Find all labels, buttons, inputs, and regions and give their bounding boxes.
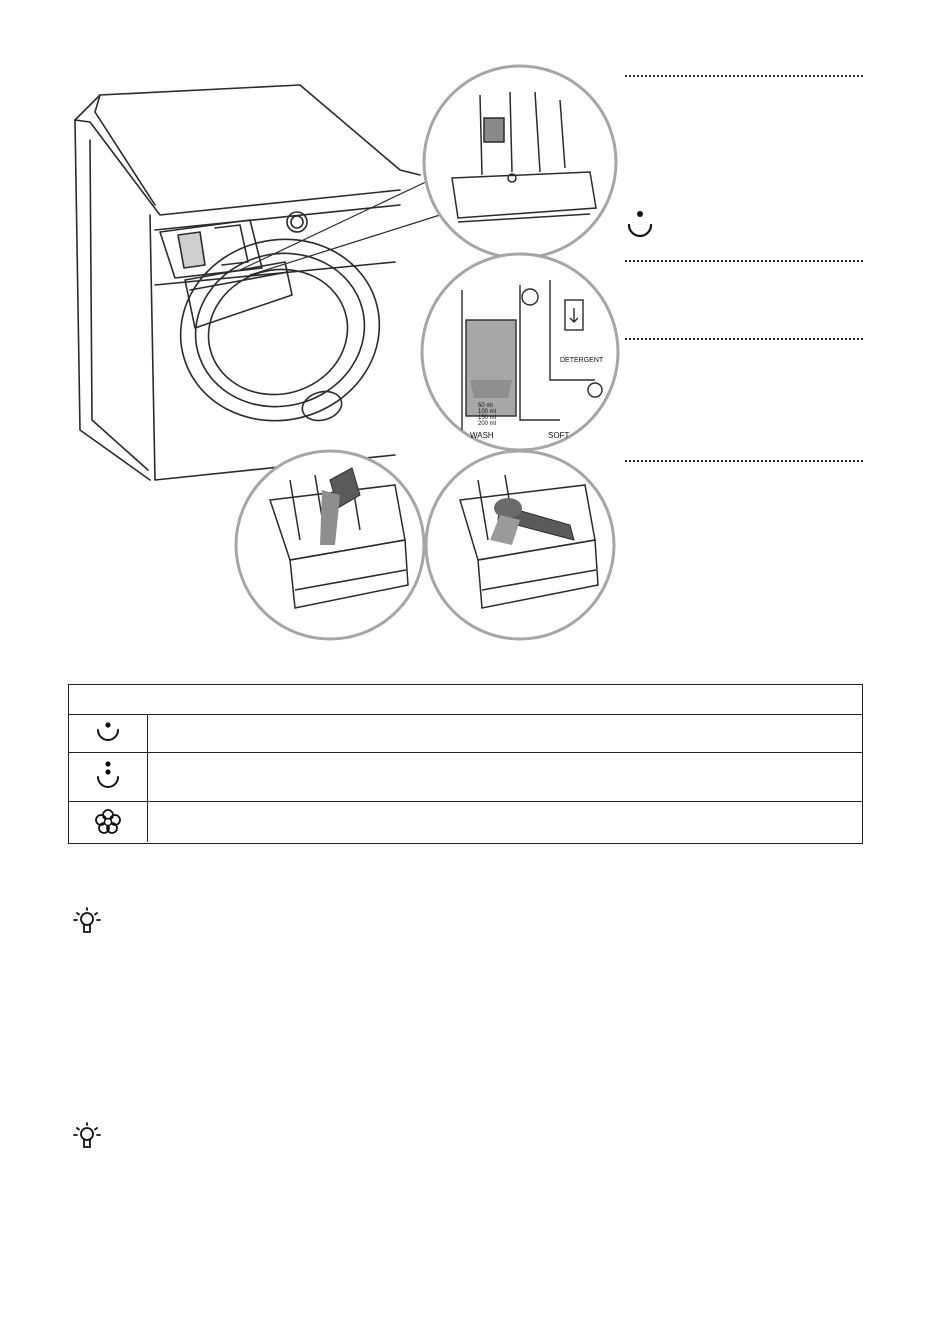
prewash-icon [622, 205, 658, 245]
prewash-icon [69, 753, 148, 801]
compartment-symbol-table [68, 684, 863, 844]
divider-dotted [625, 260, 863, 262]
table-header [69, 685, 862, 715]
washing-machine-illustration [0, 0, 933, 660]
table-row [69, 802, 862, 842]
scale-label: 50 ml [478, 403, 493, 409]
table-row [69, 753, 862, 802]
divider-dotted [625, 460, 863, 462]
dispenser-wash-label: WASH [470, 431, 494, 440]
table-cell-description [148, 802, 862, 842]
scale-label: 150 ml [478, 415, 497, 421]
dispenser-vertical-label: DETERGENT [560, 357, 604, 364]
lightbulb-tip-icon [70, 905, 104, 939]
table-row [69, 715, 862, 753]
divider-dotted [625, 338, 863, 340]
divider-dotted [625, 75, 863, 77]
table-cell-description [148, 715, 862, 752]
zoom-circle-bottom-right [426, 451, 614, 639]
table-cell-description [148, 753, 862, 801]
scale-label: 100 ml [478, 409, 497, 415]
wash-icon [69, 715, 148, 752]
zoom-circle-top [424, 66, 616, 258]
washing-machine-body [75, 85, 420, 480]
scale-label: 200 ml [478, 421, 497, 427]
lightbulb-tip-icon [70, 1120, 104, 1154]
dispenser-soft-label: SOFT [548, 431, 570, 440]
softener-flower-icon [69, 802, 148, 842]
